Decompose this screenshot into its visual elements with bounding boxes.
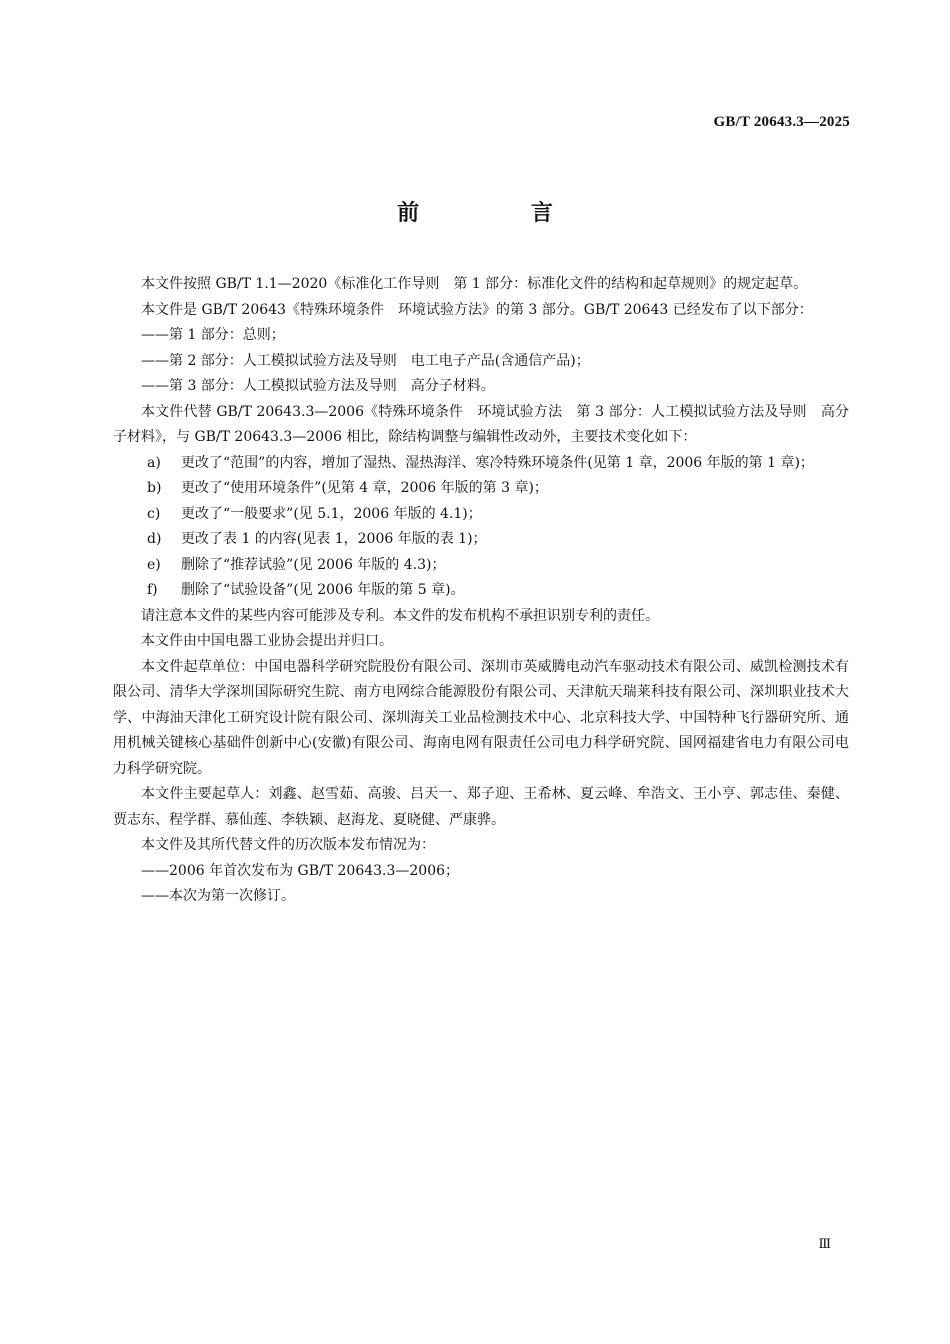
change-text: 更改了“使用环境条件”(见第 4 章，2006 年版的第 3 章)； [181, 480, 548, 496]
page-title: 前 言 [397, 201, 605, 226]
page-number: Ⅲ [818, 1236, 831, 1251]
change-item-c [113, 502, 849, 528]
change-marker: b) [147, 480, 162, 496]
change-marker: f) [147, 582, 158, 598]
change-text: 更改了“范围”的内容，增加了湿热、湿热海洋、寒冷特殊环境条件(见第 1 章，2006 年版的第 1 章)； [181, 454, 814, 471]
change-item-d [113, 527, 849, 553]
history-item-1: ——2006 年首次发布为 GB/T 20643.3—2006； [141, 862, 460, 879]
part-item-1: ——第 1 部分：总则； [141, 327, 285, 343]
document-body [113, 272, 849, 910]
change-text: 更改了表 1 的内容(见表 1，2006 年版的表 1)； [181, 531, 487, 547]
drafters: 本文件主要起草人：刘鑫、赵雪茹、高骏、吕天一、郑子迎、王希林、夏云峰、牟浩文、王小亨、郭志佳、秦健、贾志东、程学群、慕仙莲、李轶颖、赵海龙、夏晓健、严康骅。 [113, 786, 849, 828]
change-marker: d) [147, 531, 162, 547]
drafting-units: 本文件起草单位：中国电器科学研究院股份有限公司、深圳市英威腾电动汽车驱动技术有限公司、威凯检测技术有限公司、清华大学深圳国际研究生院、南方电网综合能源股份有限公司、天津航天瑞莱科技有限公司、深圳职业技术大学、中海油天津化工研究设计院有限公司、深圳海关工业品检测技术中心、北京科技大学、中国特种飞行器研究所、通用机械关键核心基础件创新中心(安徽)有限公司、海南电网有限责任公司电力科学研究院、国网福建省电力有限公司电力科学研究院。 [113, 658, 849, 777]
change-item-a [113, 451, 849, 477]
proposer-statement: 本文件由中国电器工业协会提出并归口。 [141, 633, 393, 649]
part-item-3: ——第 3 部分：人工模拟试验方法及导则 高分子材料。 [141, 378, 495, 394]
change-marker: c) [147, 505, 161, 522]
replace-paragraph: 本文件代替 GB/T 20643.3—2006《特殊环境条件 环境试验方法 第 3 部分：人工模拟试验方法及导则 高分子材料》，与 GB/T 20643.3—2006 相比，除结构调整与编辑性改动外，主要技术变化如下： [113, 403, 849, 445]
intro-paragraph-1: 本文件按照 GB/T 1.1—2020《标准化工作导则 第 1 部分：标准化文件的结构和起草规则》的规定起草。 [141, 276, 808, 292]
change-marker: e) [147, 556, 161, 573]
change-item-e [113, 553, 849, 579]
history-item-2: ——本次为第一次修订。 [141, 888, 295, 904]
change-item-f [113, 578, 849, 604]
change-text: 更改了“一般要求”(见 5.1，2006 年版的 4.1)； [181, 505, 482, 522]
part-item-2: ——第 2 部分：人工模拟试验方法及导则 电工电子产品(含通信产品)； [141, 352, 590, 369]
change-text: 删除了“试验设备”(见 2006 年版的第 5 章)。 [181, 582, 465, 598]
history-intro: 本文件及其所代替文件的历次版本发布情况为： [141, 837, 435, 853]
change-marker: a) [147, 454, 161, 471]
change-text: 删除了“推荐试验”(见 2006 年版的 4.3)； [181, 556, 446, 573]
change-item-b [113, 476, 849, 502]
intro-paragraph-2: 本文件是 GB/T 20643《特殊环境条件 环境试验方法》的第 3 部分。GB/T 20643 已经发布了以下部分： [141, 301, 813, 318]
document-code: GB/T 20643.3—2025 [713, 114, 850, 130]
patent-notice: 请注意本文件的某些内容可能涉及专利。本文件的发布机构不承担识别专利的责任。 [141, 607, 659, 624]
